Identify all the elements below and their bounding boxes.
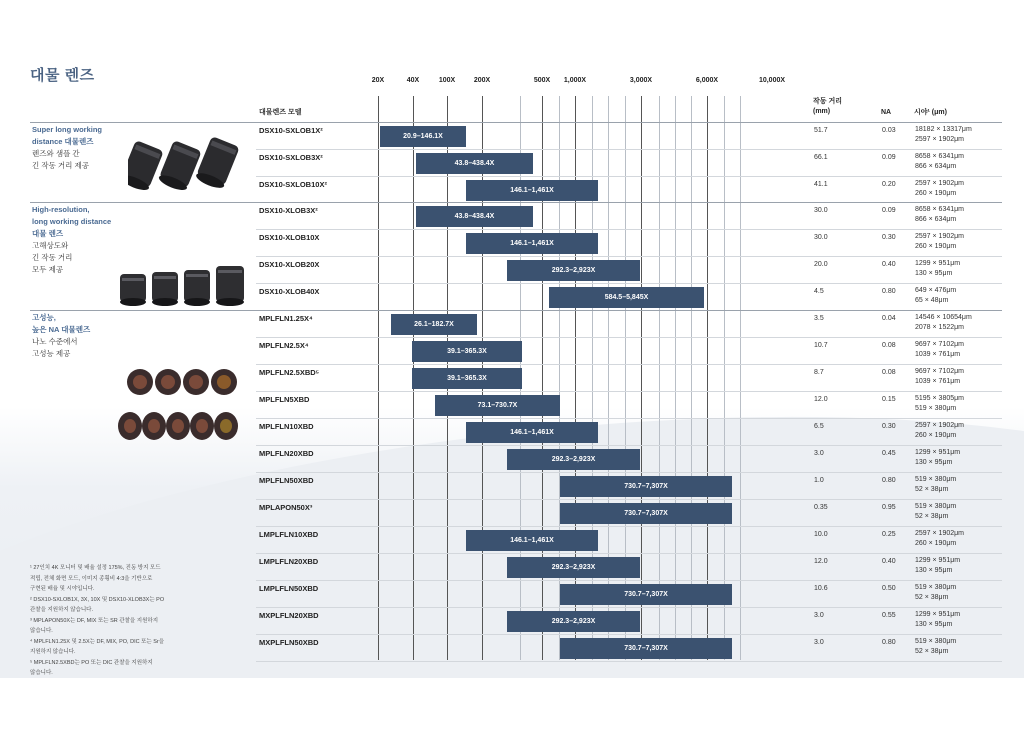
- grid-line: [378, 96, 379, 660]
- group-description-line: 나노 수준에서: [32, 337, 78, 346]
- row-divider: [256, 472, 1002, 473]
- fov-column-header: 시야¹ (μm): [914, 109, 947, 116]
- na-value: 0.80: [882, 288, 896, 295]
- row-divider: [256, 499, 1002, 500]
- row-divider: [256, 310, 1002, 311]
- grid-line: [707, 96, 708, 660]
- magnification-range-bar: 292.3–2,923X: [507, 260, 640, 281]
- field-of-view-value: 8658 × 6341μm: [915, 153, 964, 160]
- grid-line: [641, 96, 642, 660]
- model-name: LMPLFLN10XBD: [259, 530, 319, 539]
- row-divider: [256, 202, 1002, 203]
- magnification-range-bar: 730.7–7,307X: [560, 584, 732, 605]
- high-resolution-lens-image: [118, 264, 248, 306]
- row-divider: [256, 634, 1002, 635]
- super-long-lens-image: [128, 126, 252, 194]
- footnotes: [30, 563, 210, 678]
- model-name: DSX10-XLOB40X: [259, 287, 320, 296]
- na-value: 0.95: [882, 504, 896, 511]
- field-of-view-value: 519 × 380μm: [915, 476, 957, 483]
- working-distance-value: 12.0: [814, 396, 828, 403]
- field-of-view-value: 1299 × 951μm: [915, 611, 961, 618]
- model-name: MPLFLN1.25X⁴: [259, 314, 313, 323]
- group-title-line: 높은 NA 대물렌즈: [32, 325, 91, 334]
- footnote-line: ¹ 27인치 4K 모니터 및 배율 설정 175%, 진동 방지 모드: [30, 565, 161, 571]
- group-title-line: distance 대물렌즈: [32, 137, 94, 146]
- row-divider: [256, 176, 1002, 177]
- group-description-line: 고해상도와: [32, 241, 69, 250]
- field-of-view-value: 2597 × 1902μm: [915, 530, 964, 537]
- field-of-view-value: 649 × 476μm: [915, 287, 957, 294]
- field-of-view-value: 1299 × 951μm: [915, 557, 961, 564]
- model-name: MPLFLN5XBD: [259, 395, 310, 404]
- field-of-view-value: 130 × 95μm: [915, 567, 953, 574]
- row-divider: [256, 122, 1002, 123]
- magnification-tick-label: 10,000X: [758, 77, 786, 84]
- grid-line: [724, 96, 725, 660]
- model-name: DSX10-XLOB10X: [259, 233, 320, 242]
- magnification-range-bar: 584.5–5,845X: [549, 287, 704, 308]
- field-of-view-value: 52 × 38μm: [915, 486, 949, 493]
- magnification-range-bar: 146.1–1,461X: [466, 422, 598, 443]
- na-value: 0.45: [882, 450, 896, 457]
- magnification-range-bar: 146.1–1,461X: [466, 180, 598, 201]
- na-value: 0.40: [882, 261, 896, 268]
- na-value: 0.09: [882, 154, 896, 161]
- magnification-tick-label: 3,000X: [629, 77, 653, 84]
- magnification-range-bar: 292.3–2,923X: [507, 611, 640, 632]
- working-distance-value: 1.0: [814, 477, 824, 484]
- row-divider: [256, 445, 1002, 446]
- magnification-range-bar: 39.1–365.3X: [412, 341, 522, 362]
- group-divider: [30, 310, 256, 311]
- row-divider: [256, 283, 1002, 284]
- footnote-line: 않습니다.: [30, 628, 53, 634]
- working-distance-value: 41.1: [814, 181, 828, 188]
- magnification-tick-label: 1,000X: [563, 77, 587, 84]
- na-value: 0.08: [882, 369, 896, 376]
- group-title-line: long working distance: [32, 217, 112, 226]
- na-value: 0.25: [882, 531, 896, 538]
- magnification-range-bar: 292.3–2,923X: [507, 557, 640, 578]
- magnification-range-bar: 146.1–1,461X: [466, 530, 598, 551]
- na-value: 0.40: [882, 558, 896, 565]
- working-distance-value: 4.5: [814, 288, 824, 295]
- magnification-range-bar: 292.3–2,923X: [507, 449, 640, 470]
- model-name: MPLFLN2.5XBD⁵: [259, 368, 320, 377]
- field-of-view-value: 14546 × 10654μm: [915, 314, 972, 321]
- magnification-tick-label: 500X: [533, 77, 551, 84]
- field-of-view-value: 130 × 95μm: [915, 270, 953, 277]
- model-name: MPLFLN20XBD: [259, 449, 314, 458]
- field-of-view-value: 260 × 190μm: [915, 540, 957, 547]
- working-distance-value: 10.7: [814, 342, 828, 349]
- group-description-line: 긴 작동 거리 제공: [32, 161, 89, 170]
- row-divider: [256, 661, 1002, 662]
- row-divider: [256, 337, 1002, 338]
- high-na-lens-image: [118, 364, 244, 446]
- magnification-range-bar: 43.8–438.4X: [416, 153, 533, 174]
- working-distance-value: 30.0: [814, 234, 828, 241]
- working-distance-value: 8.7: [814, 369, 824, 376]
- na-value: 0.20: [882, 181, 896, 188]
- magnification-range-bar: 26.1–182.7X: [391, 314, 477, 335]
- field-of-view-value: 519 × 380μm: [915, 584, 957, 591]
- working-distance-value: 3.0: [814, 639, 824, 646]
- working-distance-value: 51.7: [814, 127, 828, 134]
- na-value: 0.15: [882, 396, 896, 403]
- na-column-header: NA: [881, 109, 892, 116]
- footnote-line: ⁵ MPLFLN2.5XBD는 PO 또는 DIC 관찰을 지원하지: [30, 659, 153, 666]
- magnification-range-bar: 43.8–438.4X: [416, 206, 533, 227]
- grid-line: [659, 96, 660, 660]
- working-distance-value: 3.0: [814, 450, 824, 457]
- field-of-view-value: 2597 × 1902μm: [915, 233, 964, 240]
- working-distance-value: 0.35: [814, 504, 828, 511]
- model-name: MPLAPON50X³: [259, 503, 313, 512]
- grid-line: [691, 96, 692, 660]
- working-distance-header-line2: (mm): [813, 108, 831, 115]
- magnification-range-bar: 730.7–7,307X: [560, 503, 732, 524]
- na-value: 0.50: [882, 585, 896, 592]
- field-of-view-value: 1039 × 761μm: [915, 378, 961, 385]
- model-name: LMPLFLN20XBD: [259, 557, 319, 566]
- model-name: DSX10-XLOB3X²: [259, 206, 318, 215]
- group-title-line: Super long working: [32, 125, 103, 134]
- footnote-line: 적립, 전체 화면 모드, 이미지 종횡비 4:3을 기반으로: [30, 575, 153, 582]
- field-of-view-value: 130 × 95μm: [915, 621, 953, 628]
- field-of-view-value: 1039 × 761μm: [915, 351, 961, 358]
- working-distance-header-line1: 작동 거리: [813, 98, 842, 105]
- field-of-view-value: 2597 × 1902μm: [915, 422, 964, 429]
- row-divider: [256, 391, 1002, 392]
- footnote-line: 구현된 배율 및 시야입니다.: [30, 586, 95, 592]
- field-of-view-value: 2597 × 1902μm: [915, 180, 964, 187]
- field-of-view-value: 866 × 634μm: [915, 216, 957, 223]
- group-title-line: 고성능,: [32, 313, 56, 322]
- field-of-view-value: 65 × 48μm: [915, 297, 949, 304]
- group-title-line: High-resolution,: [32, 205, 90, 214]
- na-value: 0.08: [882, 342, 896, 349]
- working-distance-value: 66.1: [814, 154, 828, 161]
- row-divider: [256, 580, 1002, 581]
- field-of-view-value: 519 × 380μm: [915, 503, 957, 510]
- field-of-view-value: 260 × 190μm: [915, 432, 957, 439]
- footnote-line: ² DSX10-SXLOB1X, 3X, 10X 및 DSX10-XLOB3X는 PO: [30, 596, 165, 603]
- na-value: 0.30: [882, 423, 896, 430]
- magnification-range-bar: 730.7–7,307X: [560, 638, 732, 659]
- magnification-tick-label: 100X: [438, 77, 456, 84]
- field-of-view-value: 866 × 634μm: [915, 163, 957, 170]
- na-value: 0.04: [882, 315, 896, 322]
- footnote-line: 지원하지 않습니다.: [30, 649, 76, 655]
- model-name: DSX10-SXLOB3X²: [259, 153, 323, 162]
- field-of-view-value: 9697 × 7102μm: [915, 341, 964, 348]
- group-description-line: 긴 작동 거리: [32, 253, 73, 262]
- field-of-view-value: 52 × 38μm: [915, 513, 949, 520]
- na-value: 0.30: [882, 234, 896, 241]
- field-of-view-value: 5195 × 3805μm: [915, 395, 964, 402]
- working-distance-value: 3.5: [814, 315, 824, 322]
- na-value: 0.03: [882, 127, 896, 134]
- row-divider: [256, 553, 1002, 554]
- magnification-tick-label: 200X: [473, 77, 491, 84]
- group-description-line: 모두 제공: [32, 265, 64, 274]
- group-divider: [30, 122, 256, 123]
- magnification-tick-label: 20X: [371, 77, 385, 84]
- magnification-range-bar: 730.7–7,307X: [560, 476, 732, 497]
- na-value: 0.80: [882, 639, 896, 646]
- model-name: DSX10-XLOB20X: [259, 260, 320, 269]
- magnification-range-bar: 73.1–730.7X: [435, 395, 560, 416]
- working-distance-value: 10.6: [814, 585, 828, 592]
- model-name: DSX10-SXLOB10X²: [259, 180, 327, 189]
- group-divider: [30, 202, 256, 203]
- field-of-view-value: 18182 × 13317μm: [915, 126, 972, 133]
- row-divider: [256, 418, 1002, 419]
- working-distance-value: 12.0: [814, 558, 828, 565]
- field-of-view-value: 260 × 190μm: [915, 243, 957, 250]
- working-distance-value: 3.0: [814, 612, 824, 619]
- model-name: MPLFLN2.5X⁴: [259, 341, 309, 350]
- magnification-range-bar: 20.9–146.1X: [380, 126, 466, 147]
- row-divider: [256, 256, 1002, 257]
- field-of-view-value: 2078 × 1522μm: [915, 324, 964, 331]
- footnote-line: 관찰을 지원하지 않습니다.: [30, 607, 94, 613]
- field-of-view-value: 8658 × 6341μm: [915, 206, 964, 213]
- field-of-view-value: 52 × 38μm: [915, 648, 949, 655]
- model-name: MXPLFLN20XBD: [259, 611, 319, 620]
- grid-line: [675, 96, 676, 660]
- row-divider: [256, 149, 1002, 150]
- field-of-view-value: 260 × 190μm: [915, 190, 957, 197]
- working-distance-value: 30.0: [814, 207, 828, 214]
- field-of-view-value: 519 × 380μm: [915, 405, 957, 412]
- working-distance-value: 10.0: [814, 531, 828, 538]
- field-of-view-value: 9697 × 7102μm: [915, 368, 964, 375]
- magnification-tick-label: 40X: [406, 77, 420, 84]
- field-of-view-value: 1299 × 951μm: [915, 260, 961, 267]
- footnote-line: ⁴ MPLFLN1.25X 및 2.5X는 DF, MIX, PO, DIC 또는 Sr을: [30, 638, 165, 645]
- model-name: DSX10-SXLOB1X²: [259, 126, 323, 135]
- page-title: 대물 렌즈: [30, 67, 95, 84]
- row-divider: [256, 229, 1002, 230]
- model-name: MPLFLN50XBD: [259, 476, 314, 485]
- grid-line: [740, 96, 741, 660]
- group-description-line: 렌즈와 샘플 간: [32, 149, 80, 158]
- na-value: 0.80: [882, 477, 896, 484]
- field-of-view-value: 519 × 380μm: [915, 638, 957, 645]
- model-column-header: 대물렌즈 모델: [259, 109, 302, 116]
- magnification-tick-label: 6,000X: [695, 77, 719, 84]
- group-description-line: 고성능 제공: [32, 349, 71, 358]
- field-of-view-value: 1299 × 951μm: [915, 449, 961, 456]
- field-of-view-value: 130 × 95μm: [915, 459, 953, 466]
- working-distance-value: 20.0: [814, 261, 828, 268]
- model-name: LMPLFLN50XBD: [259, 584, 319, 593]
- na-value: 0.55: [882, 612, 896, 619]
- field-of-view-value: 2597 × 1902μm: [915, 136, 964, 143]
- group-title-line: 대물 렌즈: [32, 229, 64, 238]
- working-distance-value: 6.5: [814, 423, 824, 430]
- footnote-line: ³ MPLAPON50X는 DF, MIX 또는 SR 관찰을 지원하지: [30, 617, 159, 624]
- row-divider: [256, 607, 1002, 608]
- model-name: MXPLFLN50XBD: [259, 638, 319, 647]
- na-value: 0.09: [882, 207, 896, 214]
- field-of-view-value: 52 × 38μm: [915, 594, 949, 601]
- row-divider: [256, 526, 1002, 527]
- magnification-range-bar: 39.1–365.3X: [412, 368, 522, 389]
- row-divider: [256, 364, 1002, 365]
- magnification-range-bar: 146.1–1,461X: [466, 233, 598, 254]
- working-distance-column-header: [813, 97, 842, 117]
- footnote-line: 않습니다.: [30, 670, 53, 676]
- model-name: MPLFLN10XBD: [259, 422, 314, 431]
